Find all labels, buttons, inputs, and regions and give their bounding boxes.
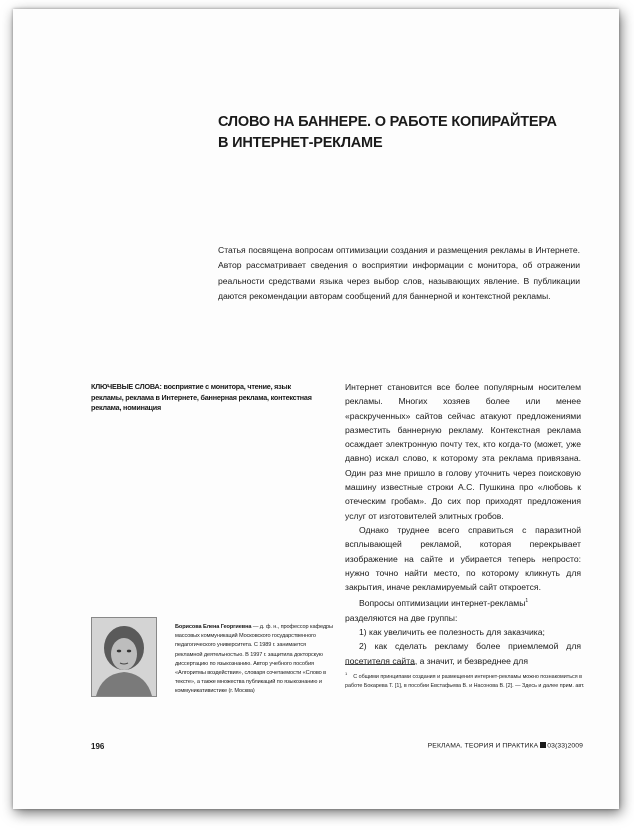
body-column [345,380,581,668]
article-title [218,112,588,154]
author-name: Борисова Елена Георгиевна [175,624,252,630]
body-paragraph-3-text: Вопросы оптимизации интернет-рекламы [359,598,526,609]
footnote-reference: 1 [525,598,529,605]
body-list-item-2: 2) как сделать рекламу более приемлемой для посетителя сайта, а значит, и безвреднее для [345,641,581,666]
journal-name: РЕКЛАМА. ТЕОРИЯ И ПРАКТИКА [427,742,539,750]
keywords-label: КЛЮЧЕВЫЕ СЛОВА: [91,382,162,391]
body-paragraph-1: Интернет становится все более популярным носителем рекламы. Многих хозяев более или менее «раскрученных» сайтов сейчас атакуют предложениями разместить баннерную рекламу. Контекстная реклама осаждает электронную почту тех, кто когда-то (может, уже давно) искал слово, к которому эта реклама привязана. Один раз мне пришло в голову уточнить через поисковую машину известные строки А.С. Пушкина про «любовь к отеческим гробам». До сих пор приходят предложения услуг от изготовителей элитных гробов. [345,382,581,521]
keywords-block [91,382,319,414]
footnote-marker: 1 [345,671,348,676]
running-head [405,742,583,750]
footnote [345,670,585,690]
footnote-text: С общими принципами создания и размещения интернет-рекламы можно познакомиться в работе Бокарева Т. [1], в пособии Евстафьева В. и Насонова В. [2]. — Здесь и далее прим. авт. [345,673,585,689]
author-bio [175,623,333,697]
body-paragraph-3 [345,594,581,624]
square-bullet-icon [540,742,546,748]
title-line-2: В ИНТЕРНЕТ-РЕКЛАМЕ [218,135,383,151]
body-paragraph-2: Однако труднее всего справиться с паразитной всплывающей рекламой, которая перекрывает изображение на сайте и убирается теперь непросто: нужно точно найти место, по которому кликнуть для закрытия, иначе рекламируемый сайт откроется. [345,524,581,593]
keywords-list: восприятие с монитора, чтение, язык рекламы, реклама в Интернете, баннерная реклама, контекстная реклама, номинация [91,382,312,413]
page-number: 196 [91,742,105,751]
author-description: — д. ф. н., профессор кафедры массовых коммуникаций Московского государственного педагогического университета. С 1989 г. занимается рекламной деятельностью. В 1997 г. защитила докторскую диссертацию по языкознанию. Автор учебного пособия «Алгоритмы воздействия», словаря сочетаемости «Слово в тексте», а также множества публикаций по языкознанию и коммуникативистике (г. Москва) [175,624,333,695]
abstract: Статья посвящена вопросам оптимизации создания и размещения рекламы в Интернете. Автор рассматривает сведения о восприятии информации с монитора, об отражении реальности средствами языка через выбор слов, называющих явление. В публикации даются рекомендации авторам сообщений для баннерной и контекстной рекламы. [218,245,580,302]
body-list-item-1: 1) как увеличить ее полезность для заказчика; [359,626,545,637]
footnote-divider [345,664,415,665]
journal-page [13,9,619,809]
author-photo [91,617,157,697]
author-portrait-image [92,618,156,696]
issue-number: 03(33)2009 [547,742,583,750]
title-line-1: СЛОВО НА БАННЕРЕ. О РАБОТЕ КОПИРАЙТЕРА [218,114,557,130]
body-paragraph-3-tail: разделяются на две группы: [345,612,458,623]
